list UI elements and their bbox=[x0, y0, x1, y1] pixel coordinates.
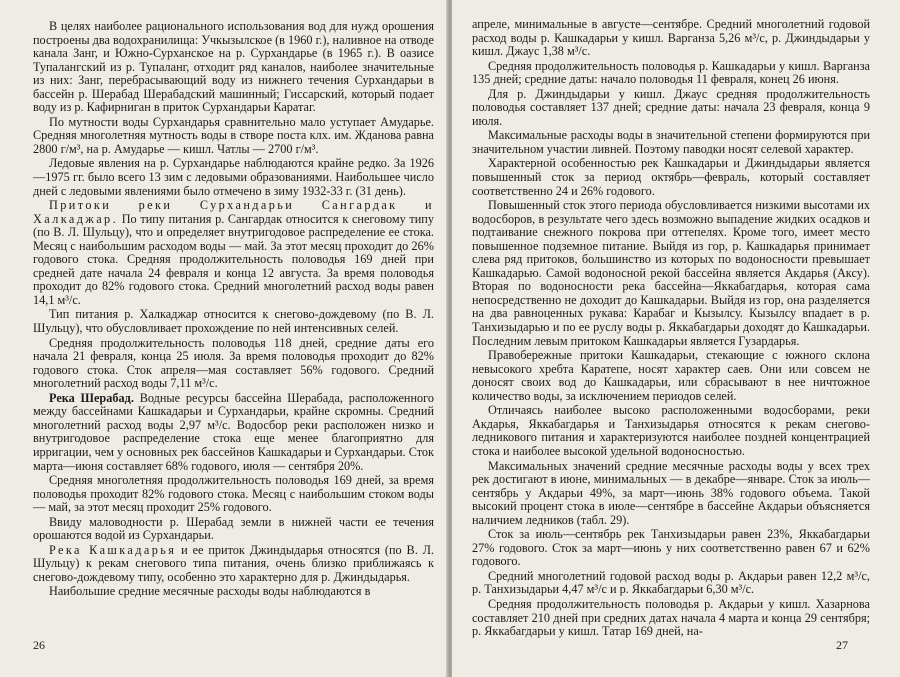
paragraph-body: По типу питания р. Сангардак относится к снеговому типу (по В. Л. Шульцу), что и определяет внутригодовое распределение ее стока. Месяц с наибольшим расходом воды — май. За этот месяц проходит до 26% годового стока. Средняя продолжительность половодья 169 дней при средней дате начала 24 февраля и конца 12 августа. За время половодья проходит до 82% годового стока. Средний многолетний расход воды равен 14,1 м³/с. bbox=[33, 211, 434, 307]
paragraph: Максимальных значений средние месячные расходы воды у всех трех рек достигают в июне, минимальных — в декабре—январе. Сток за июль—сентябрь у Акдарьи 49%, за март—июнь 38% годового объема. Такой высокий процент стока в июле—сентябре в бассейне Акдарьи объясняется наличием ледников (табл. 29). bbox=[472, 458, 870, 527]
paragraph-body: Водные ресурсы бассейна Шерабада, расположенного между бассейнами Кашкадарьи и Сурхандарьи, крайне скромны. Средний многолетний расход воды 2,97 м³/с. Водосбор реки расположен низко и внутригодовое распределение стока еще менее благоприятно для ирригации, чем у основных рек бассейнов Кашкадарьи и Сурхандарьи. Сток марта—июня составляет 68% годового, июля — сентября 20%. bbox=[33, 390, 435, 473]
paragraph-continued: апреле, минимальные в августе—сентябре. Средний многолетний годовой расход воды р. Кашкадарьи у кишл. Варганза 5,26 м³/с, р. Джиндыдарьи у кишл. Джаус 1,38 м³/с. bbox=[472, 17, 870, 59]
paragraph: Характерной особенностью рек Кашкадарьи и Джиндыдарьи является повышенный сток за период октябрь—февраль, который составляет соответственно 24 и 26% годового. bbox=[472, 156, 870, 198]
right-page-text bbox=[472, 18, 870, 639]
paragraph: Сток за июль—сентябрь рек Танхизыдарьи равен 23%, Яккабагдарьи 27% годового. Сток за март—июнь у них соответственно равен 67 и 62% годового. bbox=[472, 527, 870, 569]
paragraph: Средний многолетний годовой расход воды р. Акдарьи равен 12,2 м³/с, р. Танхизыдарьи 4,47 м³/с и р. Яккабагдарьи 6,30 м³/с. bbox=[472, 568, 870, 597]
paragraph: Наибольшие средние месячные расходы воды наблюдаются в bbox=[49, 584, 371, 599]
page-number-left: 26 bbox=[33, 638, 45, 652]
left-page bbox=[0, 0, 448, 677]
paragraph-sherabad bbox=[33, 392, 434, 473]
left-page-text bbox=[33, 20, 434, 599]
kashkadarya-heading: Река Кашкадарья bbox=[49, 542, 177, 557]
paragraph-tributaries bbox=[33, 199, 434, 307]
paragraph: Средняя продолжительность половодья р. Акдарьи у кишл. Хазарнова составляет 210 дней при средних датах начала 4 марта и конца 29 сентября; р. Яккабагдарьи у кишл. Татар 169 дней, на- bbox=[472, 596, 870, 639]
paragraph: Средняя продолжительность половодья р. Кашкадарьи у кишл. Варганза 135 дней; средние даты: начало половодья 11 февраля, конец 26 июня. bbox=[472, 58, 870, 87]
paragraph-body: и ее приток Джиндыдарья относятся (по В. Л. Шульцу) к рекам снегового типа питания, очень близко приближаясь к снегово-дождевому типу, особенно это характерно для р. Джиндыдарья. bbox=[33, 542, 435, 584]
paragraph: Ввиду маловодности р. Шерабад земли в нижней части ее течения орошаются водой из Сурхандарьи. bbox=[33, 514, 434, 543]
paragraph: Отличаясь наиболее высоко расположенными водосборами, реки Акдарья, Яккабагдарья и Танхизыдарья относятся к рекам снегово-ледникового питания и характеризуются наиболее поздней концентрацией стока и наиболее высокой удельной водоносностью. bbox=[472, 403, 870, 458]
paragraph: Правобережные притоки Кашкадарьи, стекающие с южного склона невысокого хребта Каратепе, носят характер саев. Они или совсем не доносят своих вод до Кашкадарьи, или сбрасывают в нее ничтожное количество воды, за исключением периодов селей. bbox=[472, 348, 870, 403]
paragraph: По мутности воды Сурхандарья сравнительно мало уступает Амударье. Средняя многолетняя мутность воды в створе поста клх. им. Жданова равна 2800 г/м³, на р. Амударье — кишл. Чатлы — 2700 г/м³. bbox=[33, 114, 434, 156]
paragraph: Ледовые явления на р. Сурхандарье наблюдаются крайне редко. За 1926—1975 гг. было всего 13 зим с ледовыми образованиями. Наибольшее число дней с ледовыми явлениями было отмечено в зиму 1932-33 г. (31 день). bbox=[33, 156, 434, 198]
paragraph: Максимальные расходы воды в значительной степени формируются при значительном участии ливней. Поэтому паводки носят селевой характер. bbox=[472, 128, 870, 156]
paragraph: Повышенный сток этого периода обусловливается низкими высотами их водосборов, в результате чего здесь возможно выпадение жидких осадков и подтаивание снежного покрова при оттепелях. Кроме того, имеет место повышенное подземное питание. Выйдя из гор, р. Кашкадарья принимает слева ряд притоков, большинство из которых по водоносности превышает Кашкадарью. Самой водоносной рекой бассейна является Акдарья (Аксу). Вторая по водоносности река бассейна—Яккабагдарья, которая сама непосредственно не доходит до Кашкадарьи. Выйдя из гор, она разделяется на два равноценных рукава: Карабаг и Кызылсу. Кызылсу впадает в р. Танхизыдарью и по ее руслу воды р. Яккабагдарьи доходят до Кашкадарьи. Последним левым притоком Кашкадарьи является Гузардарья. bbox=[472, 198, 870, 348]
paragraph: Тип питания р. Халкаджар относится к снегово-дождевому (по В. Л. Шульцу), что обусловливает прохождение по ней интенсивных селей. bbox=[33, 307, 434, 336]
tributaries-heading: Притоки реки Сурхандарьи Сангардак и Халкаджар. bbox=[33, 198, 434, 226]
sherabad-heading: Река Шерабад. bbox=[49, 390, 134, 405]
paragraph-kashkadarya bbox=[33, 544, 434, 585]
right-page bbox=[452, 0, 900, 677]
paragraph: Для р. Джиндыдарьи у кишл. Джаус средняя продолжительность половодья составляет 137 дней; средние даты: начала 23 февраля, конца 9 июля. bbox=[472, 86, 870, 128]
page-number-right: 27 bbox=[836, 638, 848, 652]
paragraph: В целях наиболее рационального использования вод для нужд орошения построены два водохранилища: Учкызылское (в 1960 г.), наливное на отводе канала Занг, и Южно-Сурханское на р. Сурхандарье (в 1965 г.). В оазисе Тупалангский из р. Тупаланг, отходит ряд каналов, наиболее значительные из них: Занг, перебрасывающий воду из нижнего течения Сурхандарьи в бассейн р. Шерабад Шерабадский машинный; Гиссарский, который подает воду из р. Кафирниган в приток Сурхандарьи Каратаг. bbox=[33, 19, 434, 115]
paragraph: Средняя продолжительность половодья 118 дней, средние даты его начала 21 февраля, конца 25 июля. За время половодья проходит до 82% годового стока. Сток апреля—мая составляет 56% годового. Средний многолетний расход воды 7,11 м³/с. bbox=[33, 335, 434, 391]
paragraph: Средняя многолетняя продолжительность половодья 169 дней, за время половодья проходит 82% годового стока. Месяц с наибольшим стоком воды — май, за этот месяц проходит 25% годового. bbox=[33, 473, 434, 515]
